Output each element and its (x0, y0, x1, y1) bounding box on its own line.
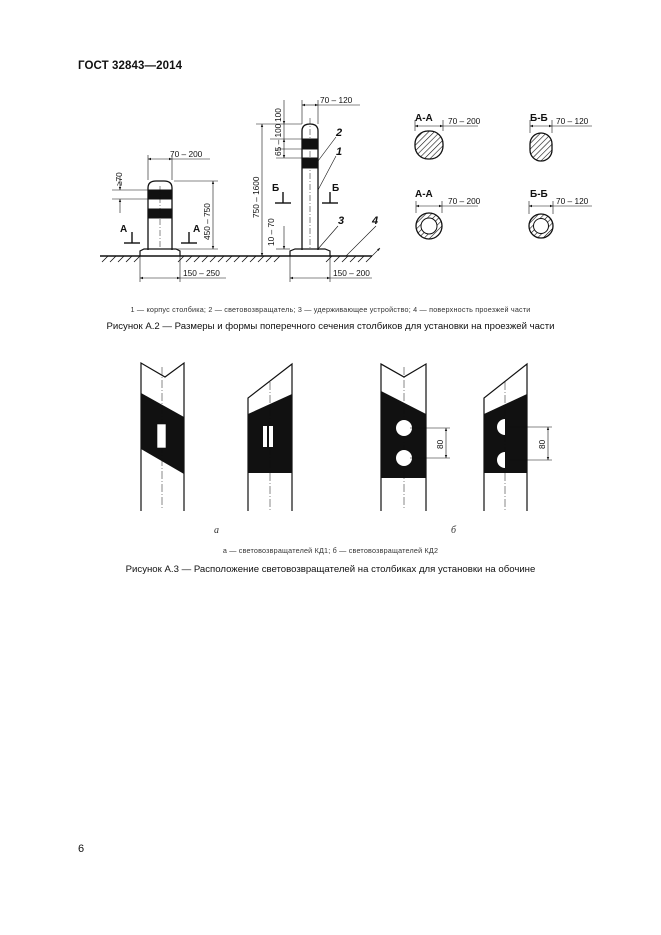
cross-section-bb-hollow (529, 201, 592, 238)
marker-a-right: А (193, 224, 201, 235)
cross-section-aa-hollow (416, 201, 478, 239)
section-bb-width-2: 70 – 120 (556, 196, 589, 206)
post-kd1-single (141, 363, 184, 511)
dim-80-kd2-left: 80 (435, 439, 445, 449)
marker-b-right: Б (332, 183, 340, 194)
dim-top-width-short: 70 – 200 (170, 149, 203, 159)
figure-a2 (100, 100, 592, 282)
post-kd2-round (381, 364, 450, 511)
figure-a2-legend: 1 — корпус столбика; 2 — световозвращатель; 3 — удерживающее устройство; 4 — поверхность проезжей части (130, 305, 531, 314)
callout-2: 2 (336, 127, 343, 139)
section-aa-width-1: 70 – 200 (448, 116, 481, 126)
road-surface (100, 256, 372, 262)
dim-height-tall: 750 – 1600 (251, 176, 261, 218)
short-bollard (140, 181, 180, 256)
section-bb-title-1: Б-Б (530, 113, 548, 124)
callout-1: 1 (336, 146, 343, 158)
dim-80-kd2-right: 80 (537, 439, 547, 449)
sub-label-a: а (214, 525, 219, 536)
cross-section-bb-solid (530, 120, 592, 161)
dim-base-tall: 150 – 200 (333, 268, 370, 278)
post-kd2-half-round (484, 364, 552, 511)
section-aa-width-2: 70 – 200 (448, 196, 481, 206)
figure-a2-caption: Рисунок А.2 — Размеры и формы поперечного сечения столбиков для установки на проезжей части (106, 321, 555, 332)
callout-leaders (318, 137, 380, 256)
section-aa-title-1: А-А (415, 113, 433, 124)
dim-top-gap: 100 (273, 108, 283, 122)
document-code-header: ГОСТ 32843—2014 (78, 60, 183, 72)
figure-a3-caption: Рисунок А.3 — Расположение световозвращателей на столбиках для установки на обочине (125, 564, 536, 575)
marker-a-left: А (120, 224, 128, 235)
dim-height-short: 450 – 750 (202, 203, 212, 240)
dim-stripe-min: ≥70 (114, 172, 124, 186)
section-bb-width-1: 70 – 120 (556, 116, 589, 126)
page-number: 6 (78, 843, 85, 855)
figure-a3-legend: а — световозвращателей КД1; б — световозвращателей КД2 (222, 546, 439, 555)
dim-top-width-tall: 70 – 120 (320, 95, 353, 105)
dim-stripe-range: 65 – 100 (273, 123, 283, 156)
callout-4: 4 (372, 215, 379, 227)
dim-base-gap: 10 – 70 (266, 218, 276, 246)
section-bb-title-2: Б-Б (530, 189, 548, 200)
post-kd1-double (248, 364, 292, 511)
sub-label-b: б (451, 525, 457, 536)
callout-3: 3 (338, 215, 345, 227)
dim-base-short: 150 – 250 (183, 268, 220, 278)
section-aa-title-2: А-А (415, 189, 433, 200)
figure-a3 (141, 363, 552, 511)
marker-b-left: Б (272, 183, 280, 194)
